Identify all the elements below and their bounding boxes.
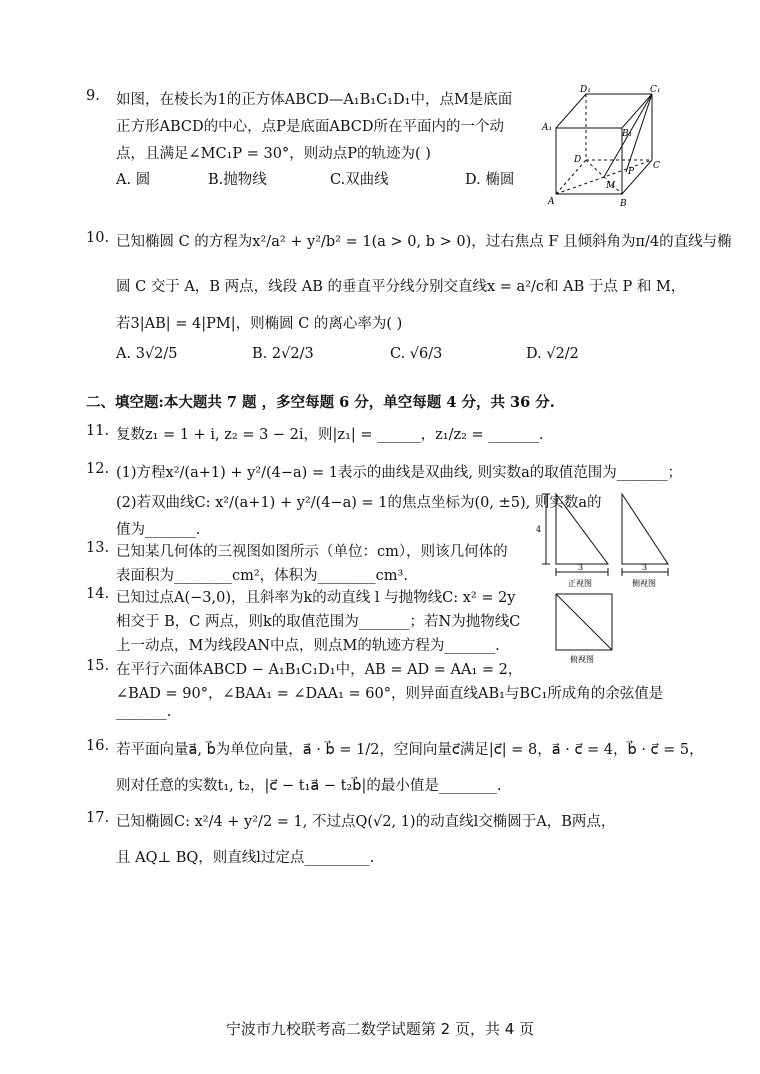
q9-line2: 正方形ABCD的中心，点P是底面ABCD所在平面内的一个动: [116, 119, 504, 135]
q15-line3: _______.: [116, 704, 172, 720]
q10-option-a: A. 3√2/5: [116, 346, 178, 362]
q16-number: 16.: [86, 738, 110, 754]
q17-line2: 且 AQ⊥ BQ，则直线l过定点_________.: [116, 850, 375, 866]
q15-line2: ∠BAD = 90°，∠BAA₁ = ∠DAA₁ = 60°，则异面直线AB₁与BC₁所成角的余弦值是: [116, 686, 664, 702]
q11-text: 复数z₁ = 1 + i, z₂ = 3 − 2i，则|z₁| = ______，z₁/z₂ = _______.: [116, 427, 544, 443]
q10-line1: 已知椭圆 C 的方程为x²/a² + y²/b² = 1(a > 0, b > 0)，过右焦点 F 且倾斜角为π/4的直线与椭: [116, 234, 732, 250]
label-d: D: [574, 155, 582, 165]
top-view-label: 俯视图: [570, 655, 594, 664]
q15-line1: 在平行六面体ABCD − A₁B₁C₁D₁中，AB = AD = AA₁ = 2，: [116, 662, 523, 678]
q16-line2: 则对任意的实数t₁, t₂，|c⃗ − t₁a⃗ − t₂b⃗|的最小值是________.: [116, 778, 502, 794]
q9-line3: 点，且满足∠MC₁P = 30°，则动点P的轨迹为( ): [116, 146, 431, 162]
q13-line2: 表面积为________cm²，体积为________cm³.: [116, 568, 408, 584]
label-a: A: [548, 197, 555, 207]
label-c: C: [653, 161, 660, 171]
q15-number: 15.: [86, 658, 110, 674]
q17-number: 17.: [86, 810, 110, 826]
q9-option-b: B.抛物线: [208, 172, 267, 188]
q12-line3: 值为_______.: [116, 522, 201, 538]
q11-number: 11.: [86, 423, 110, 439]
dim-front-width-label: 3: [578, 563, 584, 572]
q9-option-a: A. 圆: [116, 172, 151, 188]
q14-number: 14.: [86, 586, 110, 602]
label-d1: D₁: [580, 85, 591, 95]
q14-line3: 上一动点，M为线段AN中点，则点M的轨迹方程为_______.: [116, 638, 500, 654]
q16-line1: 若平面向量a⃗, b⃗为单位向量，a⃗ · b⃗ = 1/2，空间向量c⃗满足|c⃗| = 8，a⃗ · c⃗ = 4，b⃗ · c⃗ = 5，: [116, 742, 704, 758]
page-footer: 宁波市九校联考高二数学试题第 2 页，共 4 页: [225, 1020, 535, 1038]
label-b1: B₁: [622, 129, 633, 139]
cube-figure: [536, 80, 666, 210]
label-m: M: [606, 181, 616, 191]
q13-line1: 已知某几何体的三视图如图所示（单位：cm），则该几何体的: [116, 544, 508, 560]
q14-line2: 相交于 B，C 两点，则k的取值范围为_______；若N为抛物线C: [116, 614, 521, 630]
q10-line2: 圆 C 交于 A，B 两点，线段 AB 的垂直平分线分别交直线x = a²/c和 AB 于点 P 和 M，: [116, 279, 686, 295]
q9-number: 9.: [86, 88, 100, 104]
q13-number: 13.: [86, 540, 110, 556]
label-b: B: [620, 199, 627, 209]
q17-line1: 已知椭圆C: x²/4 + y²/2 = 1, 不过点Q(√2, 1)的动直线l交椭圆于A，B两点，: [116, 814, 616, 830]
side-view-label: 侧视图: [632, 579, 656, 588]
q12-line1: (1)方程x²/(a+1) + y²/(4−a) = 1表示的曲线是双曲线, 则实数a的取值范围为_______；: [116, 465, 683, 481]
q10-option-d: D. √2/2: [526, 346, 579, 362]
q10-option-b: B. 2√2/3: [252, 346, 314, 362]
dim-side-width-label: 3: [642, 563, 648, 572]
q10-option-c: C. √6/3: [390, 346, 443, 362]
q9-option-d: D. 椭圆: [465, 172, 515, 188]
q9-option-c: C.双曲线: [330, 172, 389, 188]
q12-line2: (2)若双曲线C: x²/(a+1) + y²/(4−a) = 1的焦点坐标为(0, ±5), 则实数a的: [116, 495, 602, 511]
q9-line1: 如图，在棱长为1的正方体ABCD—A₁B₁C₁D₁中，点M是底面: [116, 92, 513, 108]
label-a1: A₁: [542, 123, 553, 133]
q10-number: 10.: [86, 230, 110, 246]
dim-height-label: 4: [536, 525, 542, 534]
q12-number: 12.: [86, 461, 110, 477]
three-view-figure: [534, 488, 674, 668]
q14-line1: 已知过点A(−3,0)，且斜率为k的动直线 l 与抛物线C: x² = 2y: [116, 590, 516, 606]
q10-line3: 若3|AB| = 4|PM|，则椭圆 C 的离心率为( ): [116, 316, 403, 332]
front-view-label: 正视图: [568, 579, 592, 588]
label-p: P: [628, 167, 635, 177]
section-heading: 二、填空题:本大题共 7 题 ，多空每题 6 分，单空每题 4 分，共 36 分.: [86, 394, 555, 411]
label-c1: C₁: [650, 85, 661, 95]
